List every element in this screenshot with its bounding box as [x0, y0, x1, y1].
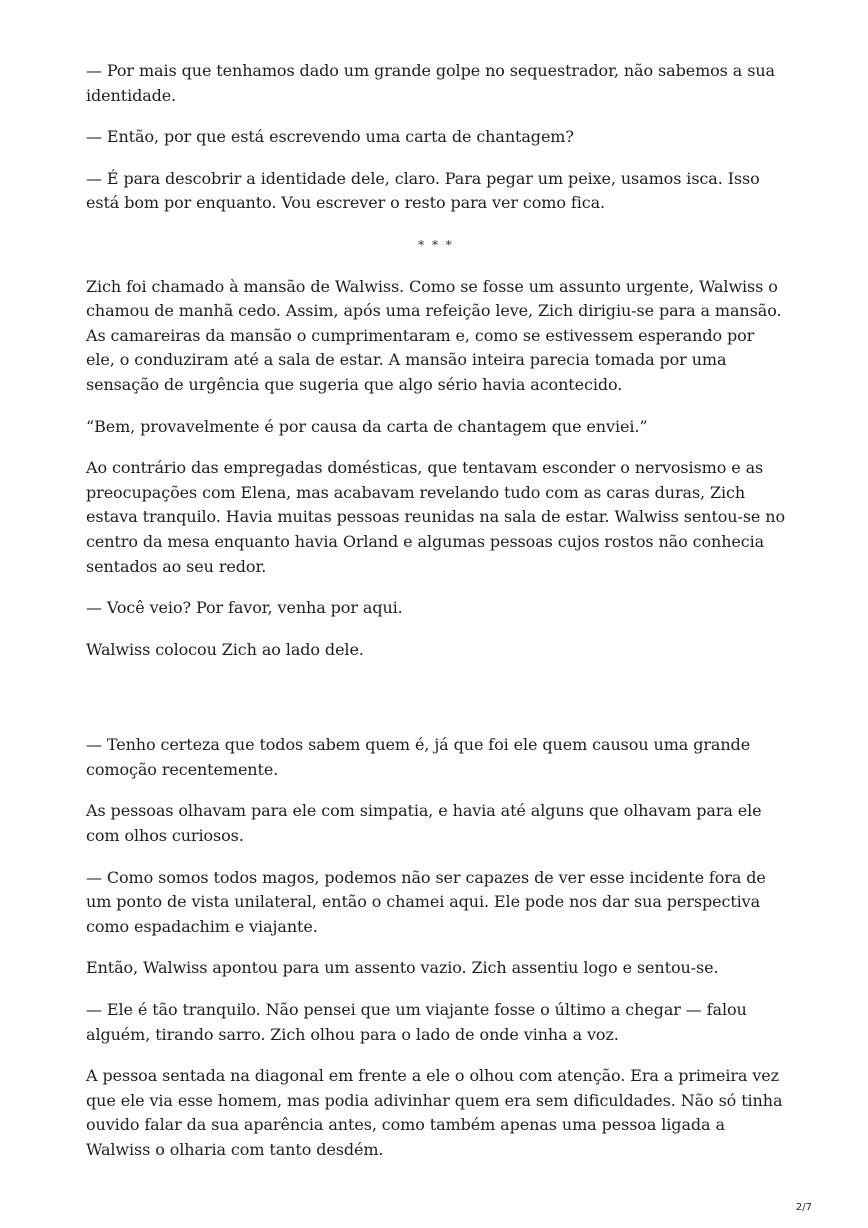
scene-separator: * * *	[418, 237, 454, 252]
paragraph: — Então, por que está escrevendo uma carta de chantagem?	[86, 127, 574, 147]
document-body	[86, 59, 786, 1180]
paragraph: Ao contrário das empregadas domésticas, que tentavam esconder o nervosismo e as preocupações com Elena, mas acabavam revelando tudo com as caras duras, Zich estava tranquilo. Havia muitas pessoas reunidas na sala de estar. Walwiss sentou-se no centro da mesa enquanto havia Orland e algumas pessoas cujos rostos não conhecia sentados ao seu redor.	[86, 458, 786, 576]
paragraph: Walwiss colocou Zich ao lado dele.	[86, 639, 364, 659]
paragraph: As pessoas olhavam para ele com simpatia, e havia até alguns que olhavam para ele com olhos curiosos.	[86, 801, 762, 846]
paragraph: — Você veio? Por favor, venha por aqui.	[86, 598, 403, 618]
paragraph: Zich foi chamado à mansão de Walwiss. Como se fosse um assunto urgente, Walwiss o chamou de manhã cedo. Assim, após uma refeição leve, Zich dirigiu-se para a mansão. As camareiras da mansão o cumprimentaram e, como se estivessem esperando por ele, o conduziram até a sala de estar. A mansão inteira parecia tomada por uma sensação de urgência que sugeria que algo sério havia acontecido.	[86, 276, 782, 394]
blank-space	[86, 679, 786, 733]
paragraph: — Tenho certeza que todos sabem quem é, já que foi ele quem causou uma grande comoção recentemente.	[86, 735, 751, 779]
paragraph: — Como somos todos magos, podemos não ser capazes de ver esse incidente fora de um ponto de vista unilateral, então o chamei aqui. Ele pode nos dar sua perspectiva como espadachim e viajante.	[86, 867, 766, 936]
paragraph: — É para descobrir a identidade dele, claro. Para pegar um peixe, usamos isca. Isso está bom por enquanto. Vou escrever o resto para ver como fica.	[86, 168, 760, 213]
page-number: 2/7	[795, 1202, 812, 1213]
paragraph: — Ele é tão tranquilo. Não pensei que um viajante fosse o último a chegar — falou alguém, tirando sarro. Zich olhou para o lado de onde vinha a voz.	[86, 1000, 747, 1044]
paragraph: “Bem, provavelmente é por causa da carta de chantagem que enviei.”	[86, 416, 648, 436]
paragraph: A pessoa sentada na diagonal em frente a ele o olhou com atenção. Era a primeira vez que ele via esse homem, mas podia adivinhar quem era sem dificuldades. Não só tinha ouvido falar da sua aparência antes, como também apenas uma pessoa ligada a Walwiss o olharia com tanto desdém.	[86, 1066, 783, 1159]
paragraph: — Por mais que tenhamos dado um grande golpe no sequestrador, não sabemos a sua identidade.	[86, 61, 775, 105]
paragraph: Então, Walwiss apontou para um assento vazio. Zich assentiu logo e sentou-se.	[86, 958, 719, 978]
